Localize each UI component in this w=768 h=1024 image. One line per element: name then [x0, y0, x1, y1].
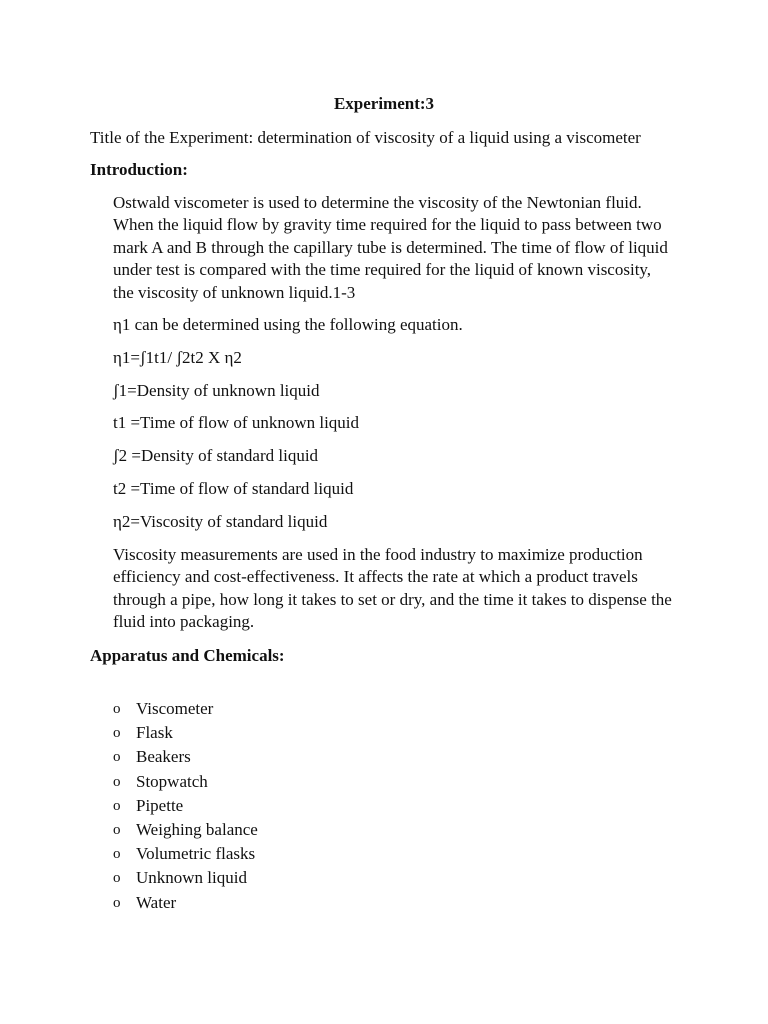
list-item-label: Beakers — [136, 747, 191, 767]
list-item-label: Water — [136, 892, 177, 912]
list-item — [113, 723, 258, 747]
definition-time-unknown: t1 =Time of flow of unknown liquid — [113, 413, 360, 432]
list-item — [113, 820, 258, 844]
definition-density-standard: ʃ2 =Density of standard liquid — [113, 446, 319, 465]
introduction-heading: Introduction: — [90, 160, 188, 179]
apparatus-list — [113, 699, 258, 917]
list-item-label: Stopwatch — [136, 771, 208, 791]
list-item — [113, 772, 258, 796]
bullet-icon: o — [113, 870, 121, 887]
list-item-label: Pipette — [136, 795, 184, 815]
definition-density-unknown: ʃ1=Density of unknown liquid — [113, 381, 320, 400]
list-item-label: Weighing balance — [136, 819, 258, 839]
apparatus-heading: Apparatus and Chemicals: — [90, 646, 285, 665]
list-item — [113, 699, 258, 723]
bullet-icon: o — [113, 749, 121, 766]
equation-intro: η1 can be determined using the following equation. — [113, 315, 463, 334]
list-item — [113, 796, 258, 820]
bullet-icon: o — [113, 894, 121, 911]
bullet-icon: o — [113, 821, 121, 838]
industry-paragraph: Viscosity measurements are used in the food industry to maximize production efficiency and cost-effectiveness. It affects the rate at which a product travels through a pipe, how long it takes to set or dry, and the time it takes to dispense the fluid into packaging. — [113, 545, 672, 632]
list-item — [113, 893, 258, 917]
list-item-label: Flask — [136, 723, 173, 743]
definition-viscosity-standard: η2=Viscosity of standard liquid — [113, 512, 328, 531]
bullet-icon: o — [113, 701, 121, 717]
bullet-icon: o — [113, 797, 121, 814]
experiment-title: Title of the Experiment: determination of viscosity of a liquid using a viscometer — [90, 128, 641, 147]
experiment-heading: Experiment:3 — [333, 94, 435, 113]
list-item — [113, 868, 258, 892]
definition-time-standard: t2 =Time of flow of standard liquid — [113, 479, 354, 498]
bullet-icon: o — [113, 773, 121, 790]
bullet-icon: o — [113, 846, 121, 863]
viscosity-equation: η1=ʃ1t1/ ʃ2t2 X η2 — [113, 348, 242, 367]
list-item — [113, 747, 258, 771]
list-item-label: Viscometer — [136, 699, 214, 718]
list-item-label: Unknown liquid — [136, 868, 247, 888]
intro-paragraph: Ostwald viscometer is used to determine the viscosity of the Newtonian fluid. When the liquid flow by gravity time required for the liquid to pass between two mark A and B through the capillary tube is determined. The time of flow of liquid under test is compared with the time required for the liquid of known viscosity, the viscosity of unknown liquid.1-3 — [113, 193, 668, 302]
list-item — [113, 844, 258, 868]
list-item-label: Volumetric flasks — [136, 844, 256, 864]
bullet-icon: o — [113, 725, 121, 742]
